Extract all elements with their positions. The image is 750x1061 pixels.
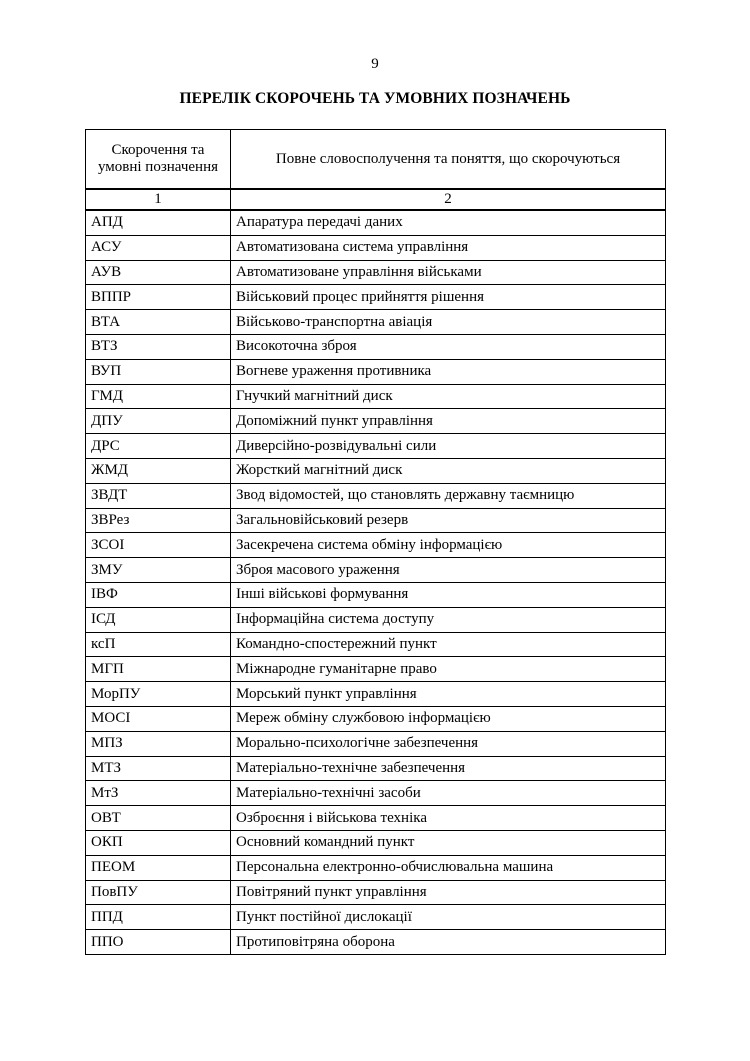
full-term-cell: Диверсійно-розвідувальні сили (231, 434, 666, 459)
table-row (86, 756, 666, 781)
abbreviation-cell: АУВ (86, 260, 231, 285)
full-term-cell: Морський пункт управління (231, 682, 666, 707)
column-header-full-term: Повне словосполучення та поняття, що скорочуються (231, 130, 666, 190)
table-row (86, 657, 666, 682)
full-term-cell: Гнучкий магнітний диск (231, 384, 666, 409)
table-row (86, 880, 666, 905)
abbreviation-cell: ЗВРез (86, 508, 231, 533)
full-term-cell: Повітряний пункт управління (231, 880, 666, 905)
full-term-cell: Озброєння і військова техніка (231, 806, 666, 831)
abbreviation-cell: ПЕОМ (86, 855, 231, 880)
table-row (86, 731, 666, 756)
full-term-cell: Загальновійськовий резерв (231, 508, 666, 533)
abbreviation-cell: ДПУ (86, 409, 231, 434)
full-term-cell: Вогневе ураження противника (231, 359, 666, 384)
full-term-cell: Командно-спостережний пункт (231, 632, 666, 657)
table-row (86, 930, 666, 955)
abbreviation-cell: АСУ (86, 235, 231, 260)
full-term-cell: Жорсткий магнітний диск (231, 458, 666, 483)
table-row (86, 434, 666, 459)
table-row (86, 260, 666, 285)
full-term-cell: Військово-транспортна авіація (231, 310, 666, 335)
full-term-cell: Автоматизована система управління (231, 235, 666, 260)
column-number-1: 1 (86, 189, 231, 210)
full-term-cell: Автоматизоване управління військами (231, 260, 666, 285)
abbreviation-cell: МТЗ (86, 756, 231, 781)
full-term-cell: Основний командний пункт (231, 830, 666, 855)
table-row (86, 483, 666, 508)
abbreviation-cell: ПовПУ (86, 880, 231, 905)
full-term-cell: Високоточна зброя (231, 334, 666, 359)
table-row (86, 607, 666, 632)
full-term-cell: Матеріально-технічні засоби (231, 781, 666, 806)
table-row (86, 855, 666, 880)
table-row (86, 310, 666, 335)
column-number-row (86, 189, 666, 210)
full-term-cell: Апаратура передачі даних (231, 210, 666, 235)
table-row (86, 632, 666, 657)
abbreviation-cell: ОКП (86, 830, 231, 855)
abbreviation-cell: ІВФ (86, 582, 231, 607)
abbreviation-cell: МПЗ (86, 731, 231, 756)
page-number: 9 (371, 56, 379, 72)
abbreviation-cell: ВУП (86, 359, 231, 384)
table-row (86, 558, 666, 583)
table-row (86, 384, 666, 409)
table-row (86, 285, 666, 310)
full-term-cell: Мереж обміну службовою інформацією (231, 706, 666, 731)
abbreviation-cell: МтЗ (86, 781, 231, 806)
page-title: ПЕРЕЛІК СКОРОЧЕНЬ ТА УМОВНИХ ПОЗНАЧЕНЬ (179, 90, 571, 107)
table-row (86, 533, 666, 558)
abbreviation-cell: ЖМД (86, 458, 231, 483)
full-term-cell: Засекречена система обміну інформацією (231, 533, 666, 558)
abbreviation-cell: ЗВДТ (86, 483, 231, 508)
table-row (86, 334, 666, 359)
table-row (86, 409, 666, 434)
table-row (86, 682, 666, 707)
abbreviation-cell: ГМД (86, 384, 231, 409)
abbreviation-cell: МОСІ (86, 706, 231, 731)
full-term-cell: Пункт постійної дислокації (231, 905, 666, 930)
abbreviation-cell: МГП (86, 657, 231, 682)
abbreviation-cell: ДРС (86, 434, 231, 459)
table-row (86, 359, 666, 384)
full-term-cell: Персональна електронно-обчислювальна машина (231, 855, 666, 880)
column-number-2: 2 (231, 189, 666, 210)
abbreviation-cell: АПД (86, 210, 231, 235)
full-term-cell: Допоміжний пункт управління (231, 409, 666, 434)
abbreviation-cell: ВТЗ (86, 334, 231, 359)
full-term-cell: Міжнародне гуманітарне право (231, 657, 666, 682)
table-row (86, 458, 666, 483)
column-header-abbreviation: Скорочення та умовні позначення (86, 130, 231, 190)
full-term-cell: Зброя масового ураження (231, 558, 666, 583)
table-row (86, 582, 666, 607)
full-term-cell: Військовий процес прийняття рішення (231, 285, 666, 310)
table-row (86, 210, 666, 235)
table-row (86, 830, 666, 855)
full-term-cell: Матеріально-технічне забезпечення (231, 756, 666, 781)
table-header-row (86, 130, 666, 190)
table-row (86, 781, 666, 806)
table-row (86, 235, 666, 260)
table-row (86, 508, 666, 533)
abbreviation-cell: ВППР (86, 285, 231, 310)
full-term-cell: Морально-психологічне забезпечення (231, 731, 666, 756)
table-row (86, 905, 666, 930)
abbreviation-cell: ЗСОІ (86, 533, 231, 558)
table-row (86, 706, 666, 731)
full-term-cell: Звод відомостей, що становлять державну таємницю (231, 483, 666, 508)
abbreviation-cell: ВТА (86, 310, 231, 335)
full-term-cell: Інші військові формування (231, 582, 666, 607)
table-row (86, 806, 666, 831)
abbreviation-cell: ППД (86, 905, 231, 930)
abbreviation-cell: ІСД (86, 607, 231, 632)
abbreviation-cell: ксП (86, 632, 231, 657)
abbreviation-cell: ППО (86, 930, 231, 955)
abbreviations-table (85, 129, 666, 955)
abbreviation-cell: ОВТ (86, 806, 231, 831)
abbreviation-cell: ЗМУ (86, 558, 231, 583)
full-term-cell: Інформаційна система доступу (231, 607, 666, 632)
full-term-cell: Протиповітряна оборона (231, 930, 666, 955)
abbreviation-cell: МорПУ (86, 682, 231, 707)
